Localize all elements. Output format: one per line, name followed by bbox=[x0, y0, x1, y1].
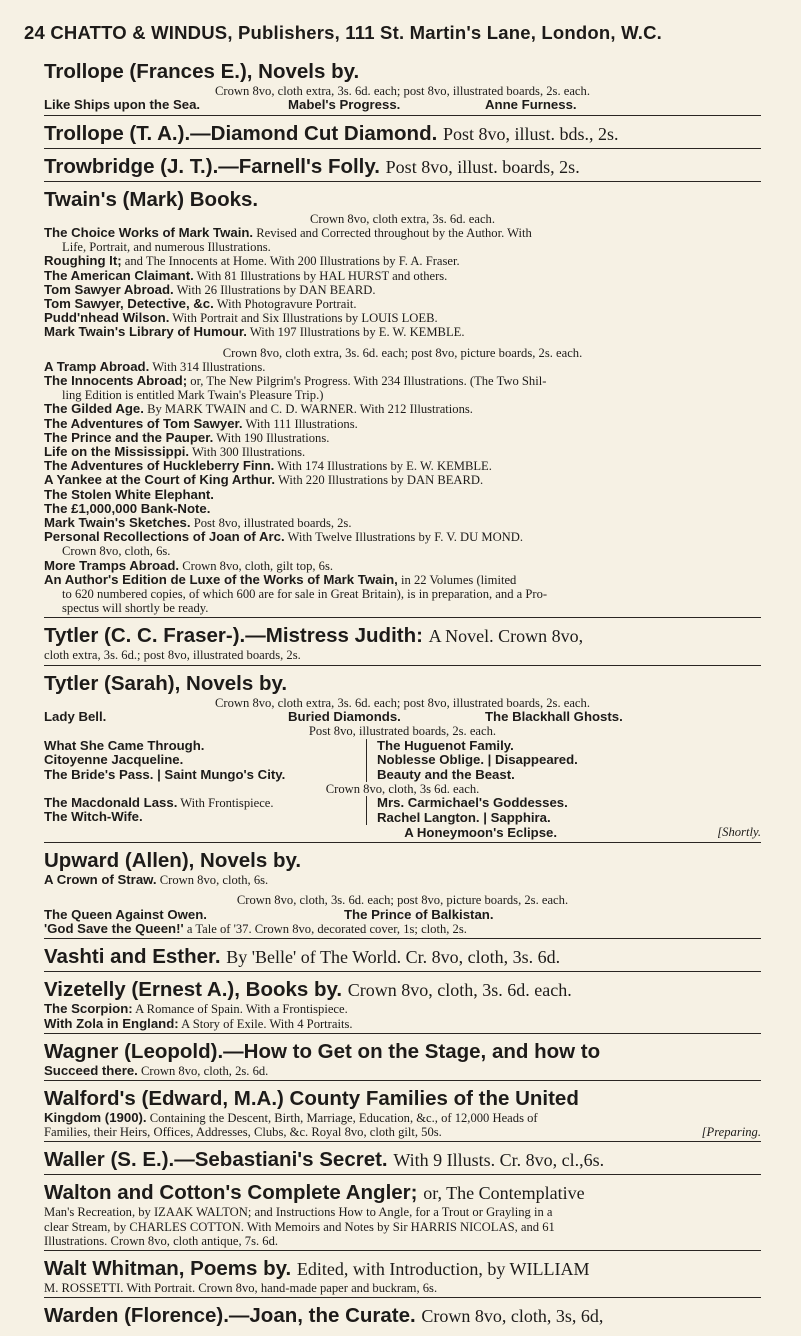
entry-warden bbox=[44, 1304, 761, 1330]
book-title: Tom Sawyer Abroad. bbox=[44, 281, 174, 297]
entry-twain bbox=[44, 188, 761, 619]
list-item-continued: Crown 8vo, cloth, 6s. bbox=[62, 544, 171, 559]
list-item bbox=[44, 459, 761, 473]
list-item: Personal Recollections of Joan of Arc. With Twelve Illustrations by F. V. DU MOND. bbox=[44, 529, 524, 545]
book-title: The Gilded Age. bbox=[44, 401, 144, 417]
entry-heading: Twain's (Mark) Books. bbox=[44, 187, 259, 211]
list-item bbox=[44, 240, 761, 254]
list-item bbox=[44, 283, 761, 297]
book-title: Life on the Mississippi. bbox=[44, 443, 190, 459]
catalogue-body bbox=[44, 60, 761, 1336]
entry-note: A Novel. Crown 8vo, bbox=[428, 626, 584, 647]
running-header: 24 CHATTO & WINDUS, Publishers, 111 St. Martin's Lane, London, W.C. bbox=[24, 22, 662, 43]
entry-whitman: Walt Whitman, Poems by. Edited, with Introduction, by WILLIAM M. ROSSETTI. With Portrait. Crown 8vo, hand-made paper and buckram, 6s. bbox=[44, 1257, 761, 1298]
titles-columns bbox=[44, 739, 761, 783]
book-title: Citoyenne Jacqueline. bbox=[44, 752, 184, 767]
entry-trollope-frances bbox=[44, 60, 761, 116]
edition-note: Crown 8vo, cloth extra, 3s. 6d. each; post 8vo, illustrated boards, 2s. each. bbox=[215, 695, 590, 710]
book-description: With 314 Illustrations. bbox=[152, 359, 266, 374]
entry-heading: Trowbridge (J. T.).—Farnell's Folly. bbox=[44, 154, 380, 178]
book-title: What She Came Through. bbox=[44, 737, 205, 753]
book-title: With Zola in England: bbox=[44, 1015, 179, 1031]
book-title: The Choice Works of Mark Twain. bbox=[44, 224, 254, 240]
book-title: Mrs. Carmichael's Goddesses. bbox=[377, 795, 568, 811]
book-title: The Queen Against Owen. bbox=[44, 906, 207, 922]
book-title: The Scorpion: bbox=[44, 1001, 133, 1017]
entry-heading: Vashti and Esther. bbox=[44, 945, 221, 969]
entry-vashti bbox=[44, 945, 761, 972]
book-title: The Huguenot Family. bbox=[377, 737, 514, 753]
titles-row bbox=[44, 98, 761, 113]
edition-note: Crown 8vo, cloth extra, 3s. 6d. each; post 8vo, picture boards, 2s. each. bbox=[222, 345, 583, 360]
book-title: The Witch-Wife. bbox=[44, 809, 143, 825]
entry-heading: Walt Whitman, Poems by. bbox=[44, 1256, 292, 1280]
entry-heading: Tytler (C. C. Fraser-).—Mistress Judith: bbox=[44, 624, 423, 648]
entry-note: With 9 Illusts. Cr. 8vo, cl.,6s. bbox=[393, 1150, 605, 1171]
book-title: The Innocents Abroad; bbox=[44, 372, 188, 388]
book-title: Lady Bell. bbox=[44, 708, 107, 724]
book-title: Mark Twain's Library of Humour. bbox=[44, 324, 247, 340]
edition-note: Crown 8vo, cloth, 3s. 6d. each; post 8vo, picture boards, 2s. each. bbox=[236, 893, 569, 908]
titles-columns: The Macdonald Lass. With Frontispiece. The Witch-Wife. Mrs. Carmichael's Goddesses. Rachel Langton. | Sapphira. bbox=[44, 795, 568, 825]
entry-tytler-c bbox=[44, 624, 761, 665]
list-item-continued: to 620 numbered copies, of which 600 are for sale in Great Britain), is in preparation, and a Pro- bbox=[62, 586, 548, 601]
entry-continued: cloth extra, 3s. 6d.; post 8vo, illustrated boards, 2s. bbox=[44, 648, 301, 663]
entry-heading: Wagner (Leopold).—How to Get on the Stage, and how to bbox=[44, 1039, 601, 1063]
book-description: With 81 Illustrations by HAL HURST and others. bbox=[196, 268, 448, 283]
book-title: The Stolen White Elephant. bbox=[44, 486, 214, 502]
list-item bbox=[44, 431, 761, 445]
list-item bbox=[44, 473, 761, 487]
edition-note: Crown 8vo, cloth extra, 3s. 6d. each; post 8vo, illustrated boards, 2s. each. bbox=[215, 84, 590, 98]
book-title: Mabel's Progress. bbox=[288, 97, 401, 113]
entry-heading: Trollope (T. A.).—Diamond Cut Diamond. bbox=[44, 121, 438, 145]
entry-note: Edited, with Introduction, by WILLIAM bbox=[296, 1258, 590, 1279]
list-item bbox=[44, 226, 761, 240]
book-title: The Prince and the Pauper. bbox=[44, 429, 214, 445]
entry-note: or, The Contemplative bbox=[423, 1183, 585, 1204]
entry-price: Post 8vo, illust. boards, 2s. bbox=[385, 156, 580, 177]
list-item bbox=[44, 488, 761, 502]
entry-walford: Walford's (Edward, M.A.) County Families of the United Kingdom (1900). Containing the Descent, Birth, Marriage, Education, &c., of 12,000 Heads of Families, their Heirs, Offices, Addresses, Clubs, &c. Royal 8vo, cloth gilt, 50s. [Preparing. bbox=[44, 1087, 761, 1142]
entry-heading: Walton and Cotton's Complete Angler; bbox=[44, 1181, 418, 1205]
edition-note: Post 8vo, illustrated boards, 2s. each. bbox=[308, 724, 497, 739]
book-description: With 26 Illustrations by DAN BEARD. bbox=[176, 282, 376, 297]
list-item bbox=[44, 402, 761, 416]
book-title: Buried Diamonds. bbox=[288, 708, 401, 724]
entry-heading: Walford's (Edward, M.A.) County Families of the United bbox=[44, 1086, 579, 1110]
list-item bbox=[44, 311, 761, 325]
book-title: A Honeymoon's Eclipse. bbox=[404, 825, 558, 841]
book-title: The Prince of Balkistan. bbox=[344, 906, 494, 922]
list-item: More Tramps Abroad. Crown 8vo, cloth, gilt top, 6s. bbox=[44, 557, 334, 573]
book-description: With 197 Illustrations by E. W. KEMBLE. bbox=[249, 325, 465, 340]
list-item bbox=[44, 254, 761, 268]
book-title: A Yankee at the Court of King Arthur. bbox=[44, 472, 276, 488]
list-item bbox=[44, 388, 761, 402]
list-item bbox=[44, 325, 761, 339]
list-item: An Author's Edition de Luxe of the Works of Mark Twain, in 22 Volumes (limited bbox=[44, 571, 517, 587]
book-description: With 174 Illustrations by E. W. KEMBLE. bbox=[277, 459, 492, 474]
entry-heading: Upward (Allen), Novels by. bbox=[44, 849, 302, 873]
book-title: The Macdonald Lass. bbox=[44, 795, 178, 811]
book-title: Anne Furness. bbox=[485, 97, 577, 113]
entry-heading: Vizetelly (Ernest A.), Books by. bbox=[44, 978, 343, 1002]
book-title: The Adventures of Tom Sawyer. bbox=[44, 415, 243, 431]
list-item bbox=[44, 374, 761, 388]
entry-trowbridge bbox=[44, 155, 761, 182]
book-title: Like Ships upon the Sea. bbox=[44, 97, 201, 113]
list-item bbox=[44, 417, 761, 431]
book-title: The Adventures of Huckleberry Finn. bbox=[44, 458, 275, 474]
entry-wagner: Wagner (Leopold).—How to Get on the Stage, and how to Succeed there. Crown 8vo, cloth, 2s. 6d. bbox=[44, 1040, 761, 1081]
list-item bbox=[44, 502, 761, 516]
book-title: Beauty and the Beast. bbox=[377, 766, 515, 782]
book-description: With 111 Illustrations. bbox=[245, 416, 358, 431]
entry-heading: Warden (Florence).—Joan, the Curate. bbox=[44, 1304, 416, 1328]
book-title: The American Claimant. bbox=[44, 267, 194, 283]
entry-note: Crown 8vo, cloth, 3s. 6d. each. bbox=[347, 980, 572, 1001]
book-title: The £1,000,000 Bank-Note. bbox=[44, 500, 211, 516]
entry-note: By 'Belle' of The World. Cr. 8vo, cloth, 3s. 6d. bbox=[226, 947, 561, 968]
twain-group-1 bbox=[44, 226, 761, 340]
book-title: A Crown of Straw. bbox=[44, 872, 157, 888]
entry-price: Post 8vo, illust. bds., 2s. bbox=[443, 123, 619, 144]
list-item bbox=[44, 445, 761, 459]
entry-heading: Waller (S. E.).—Sebastiani's Secret. bbox=[44, 1148, 388, 1172]
book-description: With Photogravure Portrait. bbox=[216, 296, 357, 311]
book-description: With 300 Illustrations. bbox=[192, 444, 306, 459]
book-description: Revised and Corrected throughout by the Author. With bbox=[256, 225, 532, 240]
book-title: The Blackhall Ghosts. bbox=[485, 708, 623, 724]
entry-walton: Walton and Cotton's Complete Angler; or, The Contemplative Man's Recreation, by IZAAK WALTON; and Instructions How to Angle, for a Trout or Grayling in a clear Stream, by CHARLES COTTON. With Memoirs and Notes by Sir HARRIS NICOLAS, and 61 Illustrations. Crown 8vo, cloth antique, 7s. 6d. bbox=[44, 1181, 761, 1251]
book-description: Life, Portrait, and numerous Illustrations. bbox=[62, 240, 271, 255]
entry-heading: Tytler (Sarah), Novels by. bbox=[44, 671, 288, 695]
twain-group-2 bbox=[44, 360, 761, 516]
list-item bbox=[44, 297, 761, 311]
book-title: 'God Save the Queen!' bbox=[44, 921, 184, 937]
list-item-continued: spectus will shortly be ready. bbox=[62, 601, 209, 616]
list-item: Mark Twain's Sketches. Post 8vo, illustrated boards, 2s. bbox=[44, 514, 352, 530]
entry-vizetelly: Vizetelly (Ernest A.), Books by. Crown 8vo, cloth, 3s. 6d. each. The Scorpion: A Romance of Spain. With a Frontispiece. With Zola in England: A Story of Exile. With 4 Portraits. bbox=[44, 978, 761, 1033]
book-title: The Bride's Pass. | Saint Mungo's City. bbox=[44, 766, 286, 782]
shortly-note: [Shortly. bbox=[717, 825, 761, 840]
book-title: Pudd'nhead Wilson. bbox=[44, 310, 170, 326]
book-title: Rachel Langton. | Sapphira. bbox=[377, 809, 551, 825]
edition-note: Crown 8vo, cloth extra, 3s. 6d. each. bbox=[309, 211, 495, 226]
entry-waller bbox=[44, 1148, 761, 1175]
book-description: or, The New Pilgrim's Progress. With 234 Illustrations. (The Two Shil- bbox=[190, 373, 547, 388]
book-description: ling Edition is entitled Mark Twain's Pleasure Trip.) bbox=[62, 388, 324, 403]
list-item bbox=[44, 360, 761, 374]
book-description: With 190 Illustrations. bbox=[216, 430, 330, 445]
entry-note: Crown 8vo, cloth, 3s, 6d, bbox=[421, 1306, 604, 1327]
entry-heading: Trollope (Frances E.), Novels by. bbox=[44, 60, 360, 83]
book-description: By MARK TWAIN and C. D. WARNER. With 212 Illustrations. bbox=[147, 402, 473, 417]
book-description: and The Innocents at Home. With 200 Illustrations by F. A. Fraser. bbox=[124, 254, 460, 269]
entry-upward: Upward (Allen), Novels by. A Crown of Straw. Crown 8vo, cloth, 6s. Crown 8vo, cloth, 3s. 6d. each; post 8vo, picture boards, 2s. each. The Queen Against Owen. The Prince of Balkistan. 'God Save the Queen!' a Tale of '37. Crown 8vo, decorated cover, 1s; cloth, 2s. bbox=[44, 849, 761, 939]
entry-tytler-sarah bbox=[44, 672, 761, 844]
book-title: Tom Sawyer, Detective, &c. bbox=[44, 295, 214, 311]
book-title: Noblesse Oblige. | Disappeared. bbox=[377, 752, 578, 767]
titles-row bbox=[44, 710, 761, 725]
edition-note: Crown 8vo, cloth, 3s 6d. each. bbox=[325, 782, 480, 796]
book-description: With Portrait and Six Illustrations by LOUIS LOEB. bbox=[172, 311, 438, 326]
list-item bbox=[44, 269, 761, 283]
book-title: Roughing It; bbox=[44, 253, 122, 269]
book-description: With 220 Illustrations by DAN BEARD. bbox=[277, 473, 484, 488]
book-title: A Tramp Abroad. bbox=[44, 358, 150, 374]
entry-trollope-t bbox=[44, 122, 761, 149]
